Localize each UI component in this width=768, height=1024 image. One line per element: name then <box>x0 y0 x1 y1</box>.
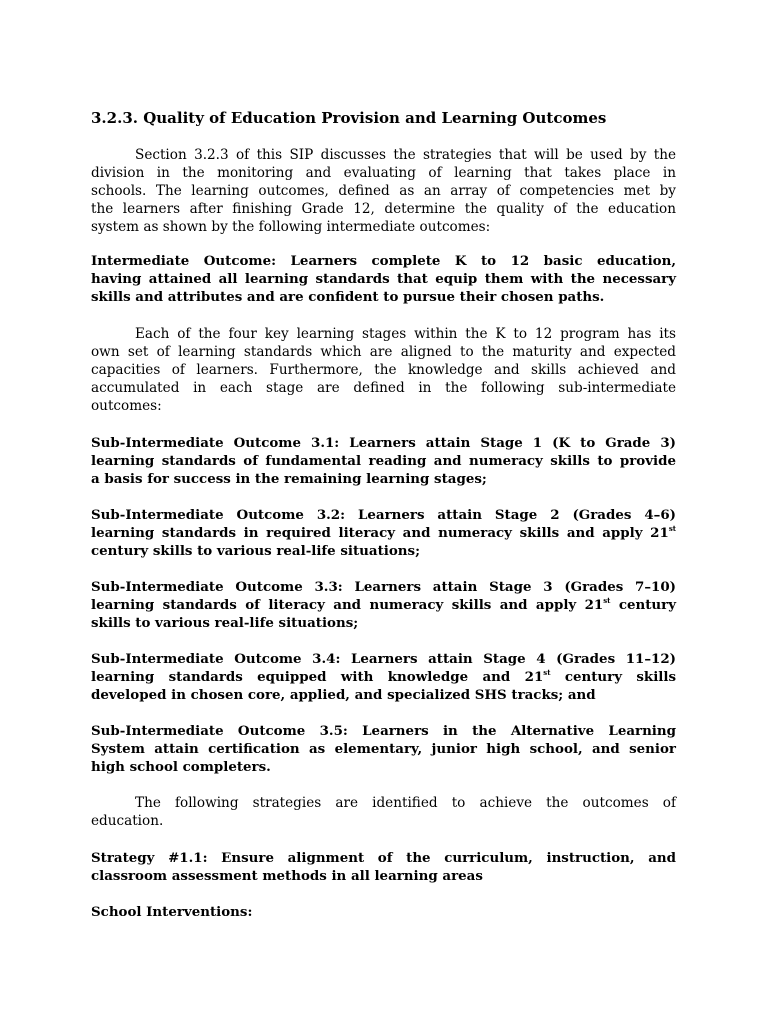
text-line: Sub-Intermediate Outcome 3.5: Learners in the Alternative Learning <box>91 723 676 739</box>
section-heading: 3.2.3. Quality of Education Provision and Learning Outcomes <box>91 109 607 127</box>
sub-outcome-3-2 <box>91 506 676 560</box>
text-line: Sub-Intermediate Outcome 3.2: Learners attain Stage 2 (Grades 4–6) <box>91 507 676 523</box>
sub-outcome-3-1 <box>91 434 676 488</box>
text-line: Each of the four key learning stages within the K to 12 program has its <box>135 326 676 342</box>
text-line: capacities of learners. Furthermore, the knowledge and skills achieved and <box>91 362 676 378</box>
text-line: Sub-Intermediate Outcome 3.4: Learners attain Stage 4 (Grades 11–12) <box>91 651 676 667</box>
text-line: system as shown by the following intermediate outcomes: <box>91 219 491 235</box>
text-line: schools. The learning outcomes, defined as an array of competencies met by <box>91 183 676 199</box>
text-segment: learning standards of literacy and numeracy skills and apply 21 <box>91 597 604 613</box>
text-segment: century <box>610 597 676 613</box>
text-line <box>91 524 676 542</box>
text-line: The following strategies are identified to achieve the outcomes of <box>135 795 676 811</box>
sub-outcome-3-3 <box>91 578 676 632</box>
text-segment: century skills <box>550 669 676 685</box>
text-line: developed in chosen core, applied, and specialized SHS tracks; and <box>91 687 596 703</box>
intermediate-outcome <box>91 252 676 306</box>
sub-outcome-3-4 <box>91 650 676 704</box>
text-line: Sub-Intermediate Outcome 3.3: Learners attain Stage 3 (Grades 7–10) <box>91 579 676 595</box>
text-line: Strategy #1.1: Ensure alignment of the curriculum, instruction, and <box>91 850 676 866</box>
text-line: skills and attributes and are confident to pursue their chosen paths. <box>91 289 605 305</box>
learning-stages-paragraph <box>91 325 676 415</box>
intro-paragraph <box>91 146 676 236</box>
text-line: a basis for success in the remaining learning stages; <box>91 471 487 487</box>
text-line: School Interventions: <box>91 904 253 920</box>
strategies-intro <box>91 794 676 830</box>
text-line: Intermediate Outcome: Learners complete K to 12 basic education, <box>91 253 676 269</box>
text-segment: learning standards equipped with knowledge and 21 <box>91 669 544 685</box>
text-line: System attain certification as elementary, junior high school, and senior <box>91 741 676 757</box>
text-line: century skills to various real-life situations; <box>91 543 421 559</box>
text-line <box>91 596 676 614</box>
text-line: skills to various real-life situations; <box>91 615 359 631</box>
superscript: st <box>668 524 676 533</box>
text-line: division in the monitoring and evaluating of learning that takes place in <box>91 165 676 181</box>
text-line: the learners after finishing Grade 12, determine the quality of the education <box>91 201 676 217</box>
text-line <box>91 668 676 686</box>
text-line: learning standards of fundamental reading and numeracy skills to provide <box>91 453 676 469</box>
strategy-1-1 <box>91 849 676 885</box>
text-line: Sub-Intermediate Outcome 3.1: Learners attain Stage 1 (K to Grade 3) <box>91 435 676 451</box>
superscript: st <box>543 668 551 677</box>
text-line: accumulated in each stage are defined in the following sub-intermediate <box>91 380 676 396</box>
superscript: st <box>603 596 611 605</box>
text-segment: learning standards in required literacy and numeracy skills and apply 21 <box>91 525 669 541</box>
text-line: education. <box>91 813 164 829</box>
sub-outcome-3-5 <box>91 722 676 776</box>
text-line: outcomes: <box>91 398 162 414</box>
text-line: classroom assessment methods in all learning areas <box>91 868 483 884</box>
school-interventions-heading <box>91 903 676 921</box>
text-line: high school completers. <box>91 759 271 775</box>
text-line: own set of learning standards which are aligned to the maturity and expected <box>91 344 676 360</box>
text-line: Section 3.2.3 of this SIP discusses the strategies that will be used by the <box>135 147 676 163</box>
text-line: having attained all learning standards that equip them with the necessary <box>91 271 676 287</box>
